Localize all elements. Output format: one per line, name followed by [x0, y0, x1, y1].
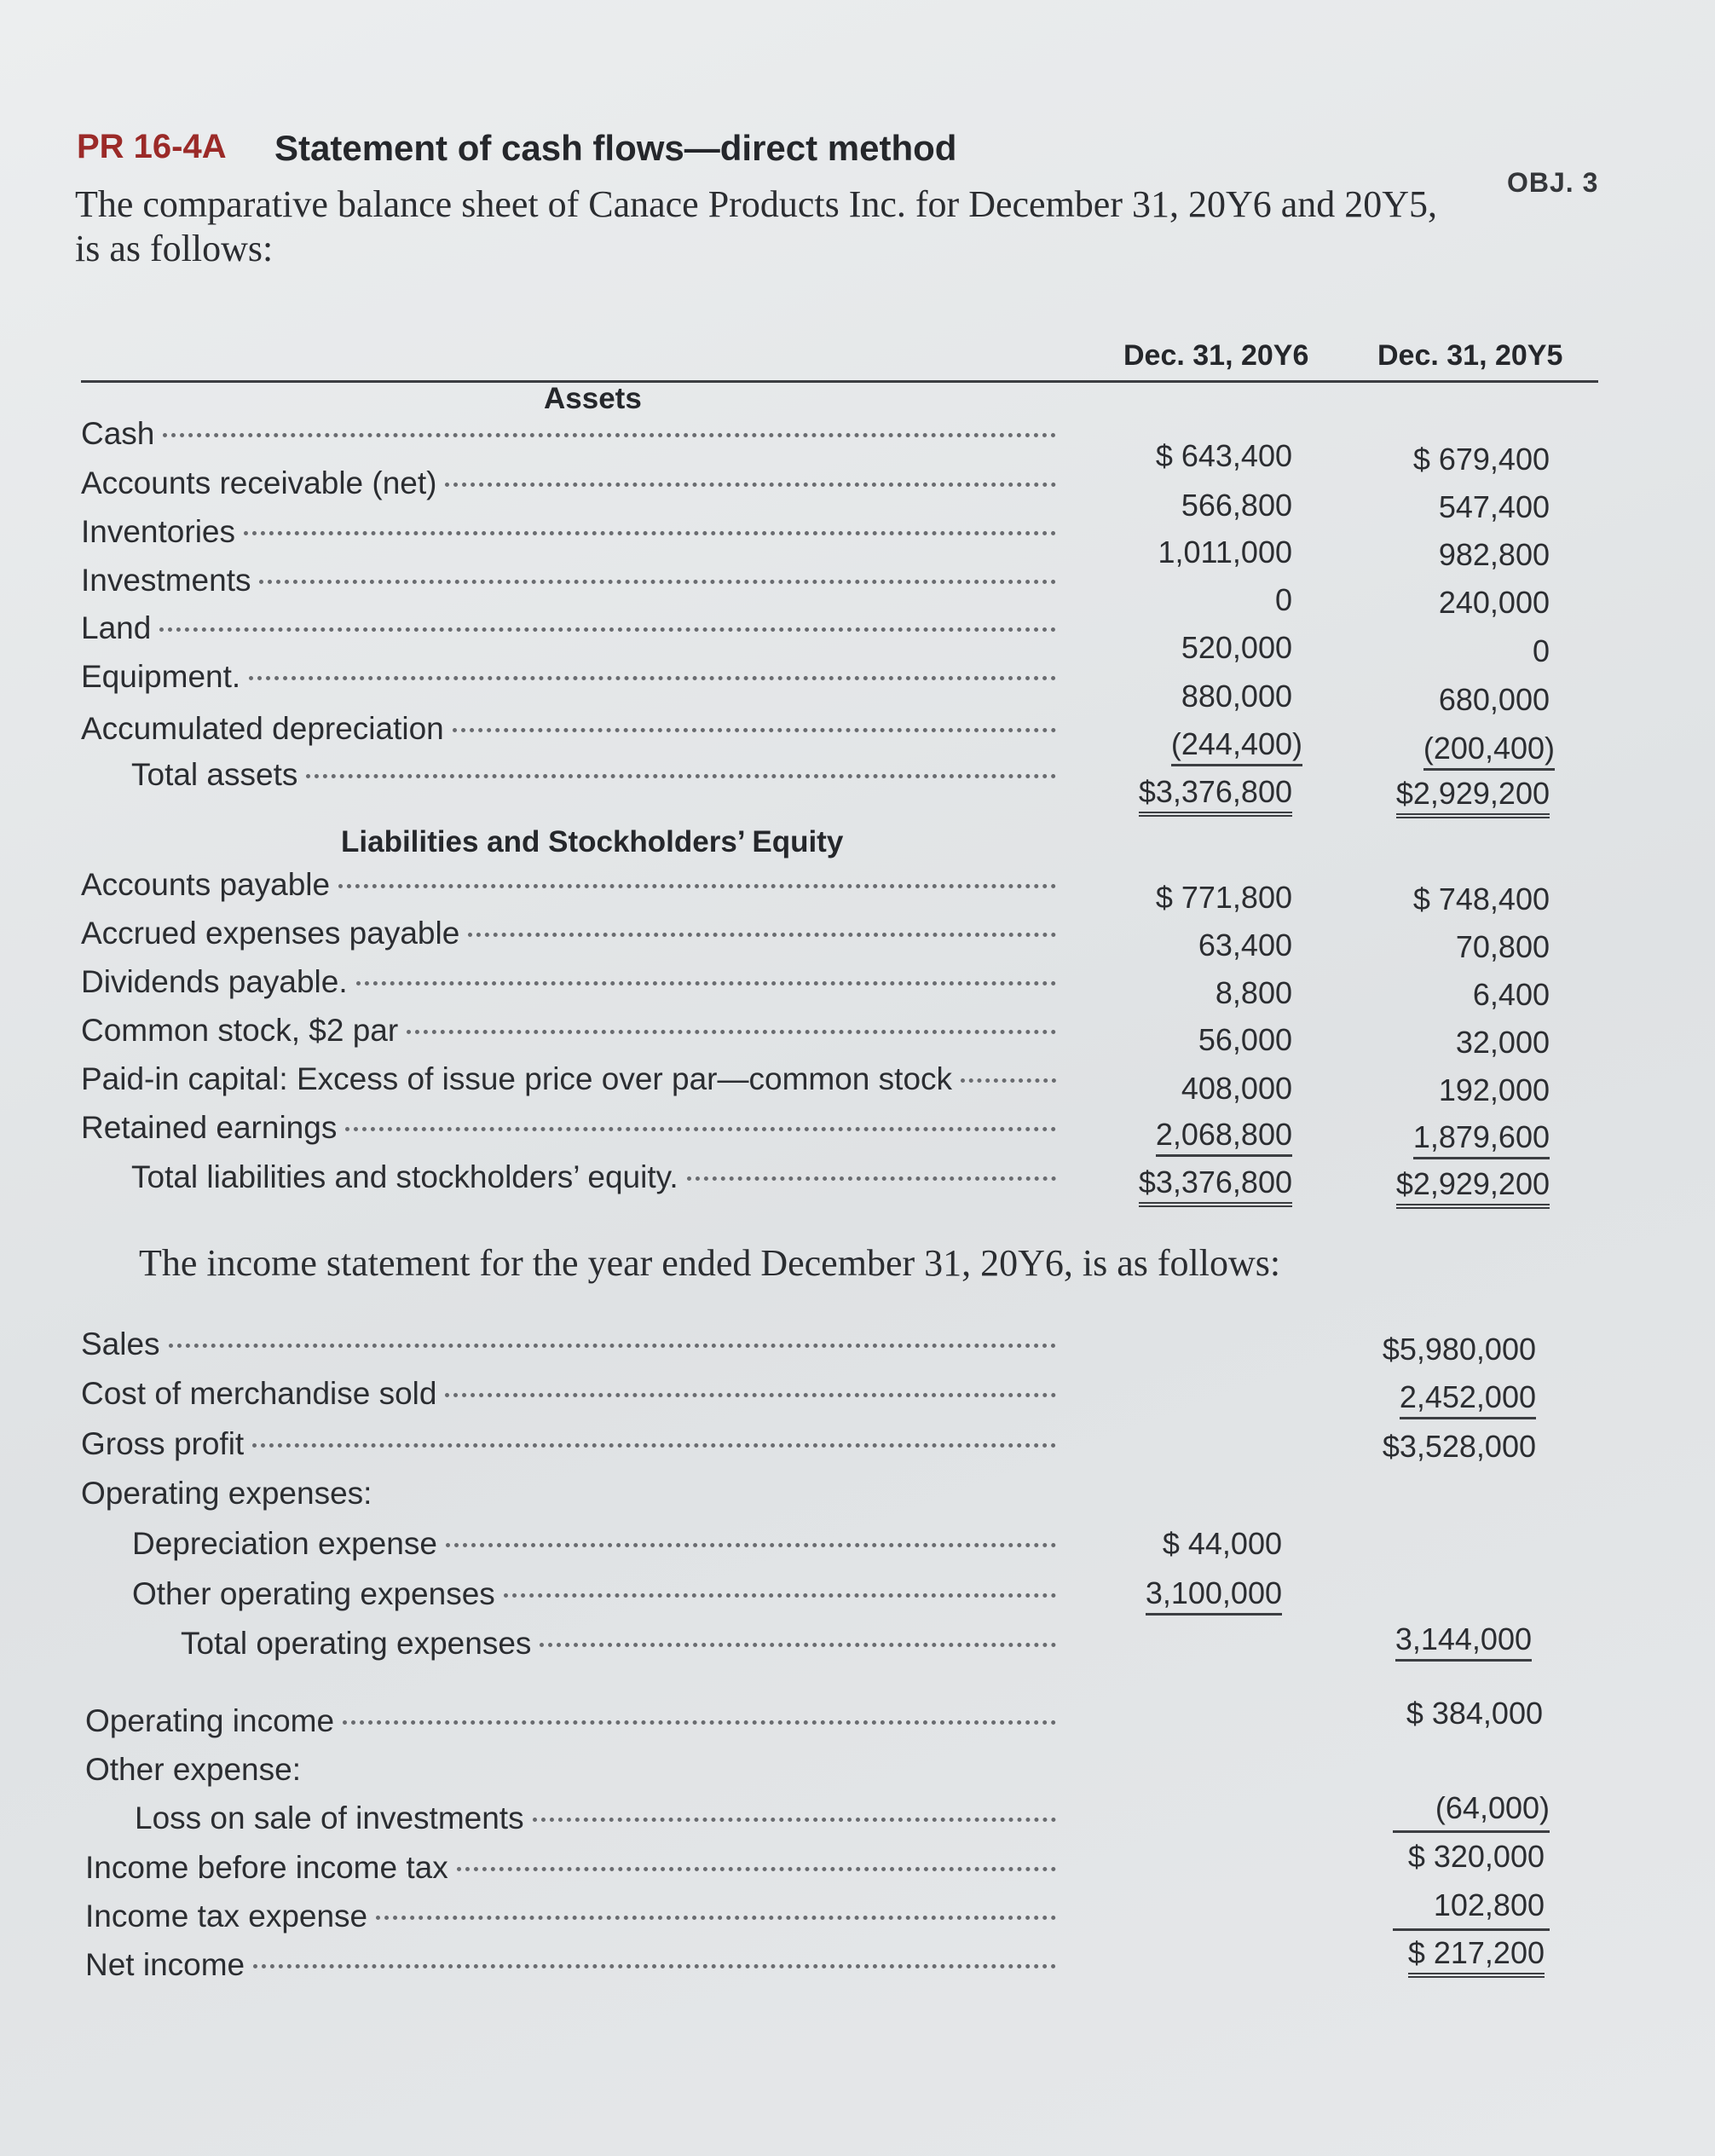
row-label: Dividends payable. — [81, 964, 348, 999]
row-label: Retained earnings — [81, 1110, 338, 1145]
balance-row-equipment — [81, 659, 1061, 700]
dot-leader — [356, 981, 1056, 986]
retained-earnings-20y6: 2,068,800 — [1156, 1117, 1292, 1157]
cash-20y6: $ 643,400 — [1155, 438, 1292, 473]
total-liabilities-equity-20y6: $3,376,800 — [1139, 1165, 1292, 1207]
operating-income-amount: $ 384,000 — [1406, 1696, 1543, 1731]
dot-leader — [244, 531, 1056, 535]
income-row-operating-expenses-heading — [81, 1476, 1061, 1517]
header-rule — [81, 380, 1598, 383]
net-income-amount: $ 217,200 — [1408, 1935, 1545, 1978]
income-tax-underline — [1393, 1928, 1550, 1931]
depreciation-expense-amount: $ 44,000 — [1162, 1526, 1282, 1561]
balance-row-accounts-receivable — [81, 465, 1061, 506]
dot-leader — [446, 1543, 1056, 1547]
row-label: Cash — [81, 416, 155, 451]
dot-leader — [468, 933, 1056, 937]
row-label: Total assets — [131, 757, 298, 792]
balance-row-investments — [81, 563, 1061, 604]
cash-20y5: $ 679,400 — [1412, 442, 1550, 477]
row-label: Investments — [81, 563, 251, 598]
dot-leader — [453, 728, 1056, 732]
row-label: Land — [81, 610, 152, 645]
investments-20y6: 0 — [1274, 582, 1292, 617]
dot-leader — [457, 1867, 1056, 1871]
dot-leader — [445, 1393, 1056, 1397]
paid-in-capital-20y6: 408,000 — [1181, 1071, 1292, 1106]
income-row-cost-of-merchandise-sold — [81, 1376, 1061, 1417]
paid-in-capital-20y5: 192,000 — [1438, 1072, 1550, 1107]
row-label: Accounts receivable (net) — [81, 465, 437, 500]
balance-row-total-assets — [131, 757, 1061, 798]
problem-intro-line-2: is as follows: — [75, 228, 274, 269]
dot-leader — [445, 483, 1056, 487]
accounts-payable-20y6: $ 771,800 — [1155, 880, 1292, 915]
row-label: Accrued expenses payable — [81, 916, 460, 951]
row-label: Income before income tax — [85, 1850, 448, 1885]
accrued-expenses-payable-20y5: 70,800 — [1455, 929, 1550, 964]
row-label: Net income — [85, 1947, 245, 1982]
income-statement-intro: The income statement for the year ended December 31, 20Y6, is as follows: — [139, 1242, 1281, 1284]
other-operating-expenses-amount: 3,100,000 — [1146, 1575, 1282, 1616]
row-label: Paid-in capital: Excess of issue price over par—common stock — [81, 1061, 953, 1096]
income-row-net-income — [85, 1947, 1061, 1988]
row-label: Accounts payable — [81, 867, 331, 902]
balance-row-accrued-expenses-payable — [81, 916, 1061, 957]
dot-leader — [249, 676, 1056, 680]
balance-row-land — [81, 610, 1061, 651]
row-label: Sales — [81, 1327, 160, 1361]
row-label: Accumulated depreciation — [81, 711, 444, 746]
income-tax-expense-amount: 102,800 — [1433, 1887, 1545, 1922]
accumulated-depreciation-20y6: (244,400) — [1171, 726, 1302, 766]
income-row-income-before-income-tax — [85, 1850, 1061, 1891]
dot-leader — [306, 774, 1056, 778]
dot-leader — [169, 1344, 1056, 1348]
problem-id: PR 16-4A — [77, 128, 227, 165]
objective-tag: OBJ. 3 — [1507, 167, 1599, 198]
investments-20y5: 240,000 — [1438, 585, 1550, 620]
retained-earnings-20y5: 1,879,600 — [1413, 1119, 1550, 1159]
balance-row-paid-in-capital — [81, 1061, 1061, 1102]
row-label: Depreciation expense — [132, 1526, 437, 1561]
row-label: Loss on sale of investments — [135, 1801, 524, 1835]
dot-leader — [961, 1078, 1056, 1083]
balance-row-accumulated-depreciation — [81, 711, 1061, 752]
dot-leader — [687, 1176, 1056, 1181]
dot-leader — [407, 1030, 1056, 1034]
land-20y6: 520,000 — [1181, 630, 1292, 665]
row-label: Cost of merchandise sold — [81, 1376, 437, 1411]
row-label: Operating income — [85, 1703, 335, 1738]
row-label: Gross profit — [81, 1426, 245, 1461]
row-label: Inventories — [81, 514, 235, 549]
dividends-payable-20y6: 8,800 — [1215, 975, 1292, 1010]
inventories-20y6: 1,011,000 — [1158, 535, 1292, 569]
row-label: Other expense: — [85, 1752, 301, 1787]
land-20y5: 0 — [1532, 633, 1550, 668]
balance-row-retained-earnings — [81, 1110, 1061, 1151]
total-operating-expenses-amount: 3,144,000 — [1395, 1621, 1532, 1662]
equipment-20y5: 680,000 — [1438, 682, 1550, 717]
sales-amount: $5,980,000 — [1382, 1332, 1536, 1367]
balance-row-accounts-payable — [81, 867, 1061, 908]
dot-leader — [540, 1643, 1056, 1647]
row-label: Equipment. — [81, 659, 241, 694]
dot-leader — [163, 433, 1056, 437]
income-row-income-tax-expense — [85, 1899, 1061, 1939]
income-row-sales — [81, 1327, 1061, 1367]
accounts-payable-20y5: $ 748,400 — [1412, 881, 1550, 916]
problem-title: Statement of cash flows—direct method — [274, 128, 957, 168]
income-before-income-tax-amount: $ 320,000 — [1407, 1839, 1545, 1874]
dot-leader — [253, 1964, 1056, 1968]
accounts-receivable-20y6: 566,800 — [1181, 488, 1292, 523]
dot-leader — [504, 1593, 1056, 1598]
liabilities-heading: Liabilities and Stockholders’ Equity — [341, 825, 844, 858]
total-assets-20y6: $3,376,800 — [1139, 774, 1292, 817]
dot-leader — [252, 1443, 1056, 1448]
income-row-loss-on-sale-of-investments — [135, 1801, 1061, 1841]
dot-leader — [343, 1720, 1056, 1725]
row-label: Common stock, $2 par — [81, 1013, 399, 1048]
accounts-receivable-20y5: 547,400 — [1438, 489, 1550, 524]
column-header-20y6: Dec. 31, 20Y6 — [1123, 339, 1309, 372]
equipment-20y6: 880,000 — [1181, 679, 1292, 714]
balance-row-common-stock — [81, 1013, 1061, 1054]
income-row-gross-profit — [81, 1426, 1061, 1467]
income-row-depreciation-expense — [132, 1526, 1061, 1567]
balance-row-dividends-payable — [81, 964, 1061, 1005]
accrued-expenses-payable-20y6: 63,400 — [1198, 928, 1292, 962]
dot-leader — [259, 580, 1056, 584]
column-header-20y5: Dec. 31, 20Y5 — [1377, 339, 1563, 372]
common-stock-20y5: 32,000 — [1455, 1025, 1550, 1060]
total-liabilities-equity-20y5: $2,929,200 — [1396, 1166, 1550, 1209]
balance-row-inventories — [81, 514, 1061, 555]
dot-leader — [159, 627, 1056, 632]
row-label: Income tax expense — [85, 1899, 368, 1933]
dot-leader — [345, 1127, 1056, 1131]
income-row-other-expense-heading — [85, 1752, 1061, 1793]
loss-on-sale-of-investments-amount: (64,000) — [1435, 1790, 1550, 1825]
dividends-payable-20y5: 6,400 — [1472, 977, 1550, 1012]
loss-underline — [1393, 1830, 1550, 1833]
problem-intro-line-1: The comparative balance sheet of Canace Products Inc. for December 31, 20Y6 and 20Y5, — [75, 183, 1438, 225]
row-label: Total liabilities and stockholders’ equity. — [131, 1159, 678, 1194]
income-row-total-operating-expenses — [181, 1626, 1061, 1667]
dot-leader — [376, 1916, 1056, 1920]
row-label: Total operating expenses — [181, 1626, 532, 1661]
gross-profit-amount: $3,528,000 — [1382, 1429, 1536, 1464]
common-stock-20y6: 56,000 — [1198, 1022, 1292, 1057]
assets-heading: Assets — [544, 382, 642, 415]
row-label: Operating expenses: — [81, 1476, 372, 1511]
balance-row-cash — [81, 416, 1061, 457]
row-label: Other operating expenses — [132, 1576, 495, 1611]
dot-leader — [533, 1818, 1056, 1822]
income-row-other-operating-expenses — [132, 1576, 1061, 1617]
income-row-operating-income — [85, 1703, 1061, 1744]
total-assets-20y5: $2,929,200 — [1396, 776, 1550, 818]
accumulated-depreciation-20y5: (200,400) — [1423, 731, 1555, 771]
cost-of-merchandise-sold-amount: 2,452,000 — [1400, 1379, 1536, 1419]
balance-row-total-liabilities-equity — [131, 1159, 1061, 1200]
dot-leader — [338, 884, 1056, 888]
inventories-20y5: 982,800 — [1438, 537, 1550, 572]
